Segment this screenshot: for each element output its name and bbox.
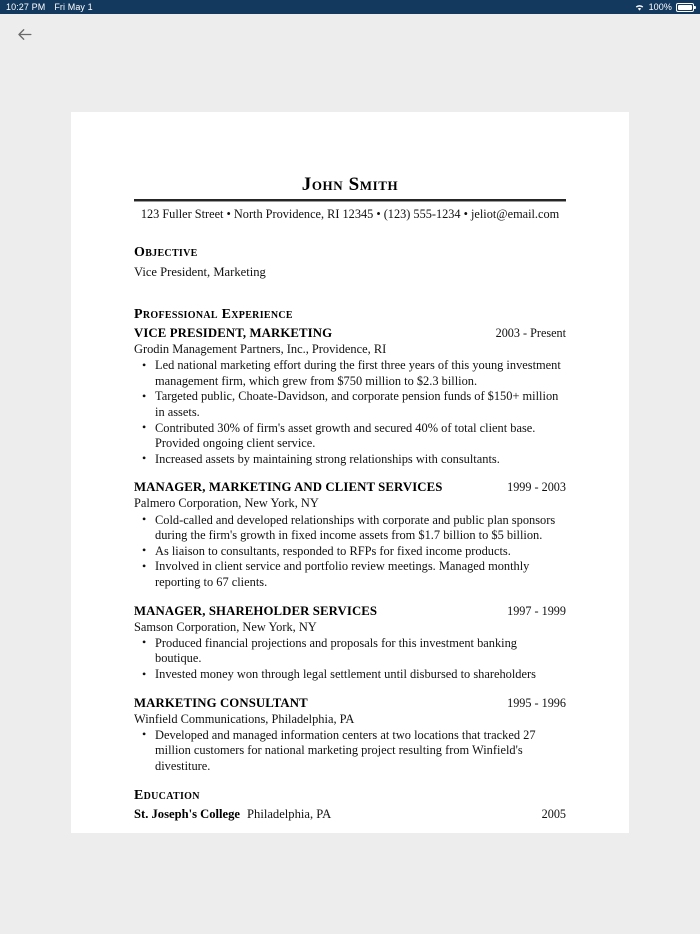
- toolbar: [0, 14, 700, 54]
- job-bullet: • Contributed 30% of firm's asset growth and secured 40% of total client base. Provided ongoing client service.: [153, 421, 566, 452]
- objective-heading: Objective: [134, 244, 198, 260]
- job-entry: [134, 480, 566, 590]
- education-row: [134, 807, 566, 822]
- job-entry: [134, 604, 566, 683]
- job-title: MARKETING CONSULTANT: [134, 695, 308, 710]
- status-bar-time: 10:27 PM: [6, 2, 46, 12]
- contact-line: 123 Fuller Street • North Providence, RI 12345 • (123) 555-1234 • jeliot@email.com: [140, 206, 560, 221]
- status-bar-right: [634, 2, 694, 12]
- job-bullet: • Cold-called and developed relationships with corporate and public plan sponsors during the firm's growth in fixed income assets from $1.7 billion to $5 billion.: [153, 513, 566, 544]
- job-bullets: [134, 728, 566, 775]
- header-divider: [134, 199, 566, 202]
- job-company: Winfield Communications, Philadelphia, PA: [134, 711, 355, 726]
- arrow-left-icon: [15, 25, 34, 44]
- job-bullets: [134, 358, 566, 467]
- job-header: [134, 480, 566, 495]
- job-bullet: • Increased assets by maintaining strong relationships with consultants.: [153, 452, 566, 468]
- battery-full-icon: [676, 3, 694, 12]
- experience-section: [134, 307, 566, 775]
- job-title: VICE PRESIDENT, MARKETING: [134, 325, 333, 340]
- school-location: Philadelphia, PA: [247, 806, 332, 821]
- job-bullet: • Developed and managed information centers at two locations that tracked 27 million customers for national marketing project resulting from Winfield's divestiture.: [153, 728, 566, 775]
- job-dates: 2003 - Present: [495, 325, 566, 340]
- job-company: Palmero Corporation, New York, NY: [134, 496, 319, 511]
- document-scroll-area[interactable]: [0, 54, 700, 934]
- wifi-icon: [634, 3, 645, 12]
- experience-list: [134, 326, 566, 775]
- job-bullet: • As liaison to consultants, responded to RFPs for fixed income products.: [153, 544, 566, 560]
- job-title: MANAGER, SHAREHOLDER SERVICES: [134, 603, 378, 618]
- job-header: [134, 696, 566, 711]
- objective-section: [134, 245, 566, 281]
- resume-name: John Smith: [301, 174, 399, 195]
- job-dates: 1995 - 1996: [507, 695, 566, 710]
- resume-document-page: [71, 112, 629, 833]
- job-entry: [134, 326, 566, 468]
- status-bar-left: [6, 2, 93, 12]
- job-bullets: [134, 636, 566, 683]
- status-bar: [0, 0, 700, 14]
- job-header: [134, 326, 566, 341]
- job-bullet: • Targeted public, Choate-Davidson, and corporate pension funds of $150+ million in assets.: [153, 389, 566, 420]
- education-heading: Education: [134, 787, 200, 803]
- status-bar-date: Fri May 1: [54, 2, 93, 12]
- job-company: Samson Corporation, New York, NY: [134, 619, 317, 634]
- job-bullet: • Produced financial projections and proposals for this investment banking boutique.: [153, 636, 566, 667]
- school-name: St. Joseph's College: [134, 806, 241, 821]
- battery-percent-label: 100%: [648, 2, 672, 12]
- back-button[interactable]: [10, 20, 38, 48]
- objective-text: Vice President, Marketing: [134, 264, 266, 279]
- battery-fill: [678, 5, 692, 10]
- job-bullet: • Involved in client service and portfolio review meetings. Managed monthly reporting to 67 clients.: [153, 559, 566, 590]
- job-company: Grodin Management Partners, Inc., Providence, RI: [134, 341, 387, 356]
- education-date: 2005: [541, 806, 566, 821]
- job-bullets: [134, 513, 566, 591]
- job-dates: 1997 - 1999: [507, 603, 566, 618]
- education-section: [134, 788, 566, 822]
- job-bullet: • Invested money won through legal settlement until disbursed to shareholders: [153, 667, 566, 683]
- job-title: MANAGER, MARKETING AND CLIENT SERVICES: [134, 480, 443, 495]
- job-dates: 1999 - 2003: [507, 480, 566, 495]
- experience-heading: Professional Experience: [134, 306, 293, 322]
- job-header: [134, 604, 566, 619]
- job-bullet: • Led national marketing effort during the first three years of this young investment management firm, which grew from $750 million to $2.3 billion.: [153, 358, 566, 389]
- job-entry: [134, 696, 566, 775]
